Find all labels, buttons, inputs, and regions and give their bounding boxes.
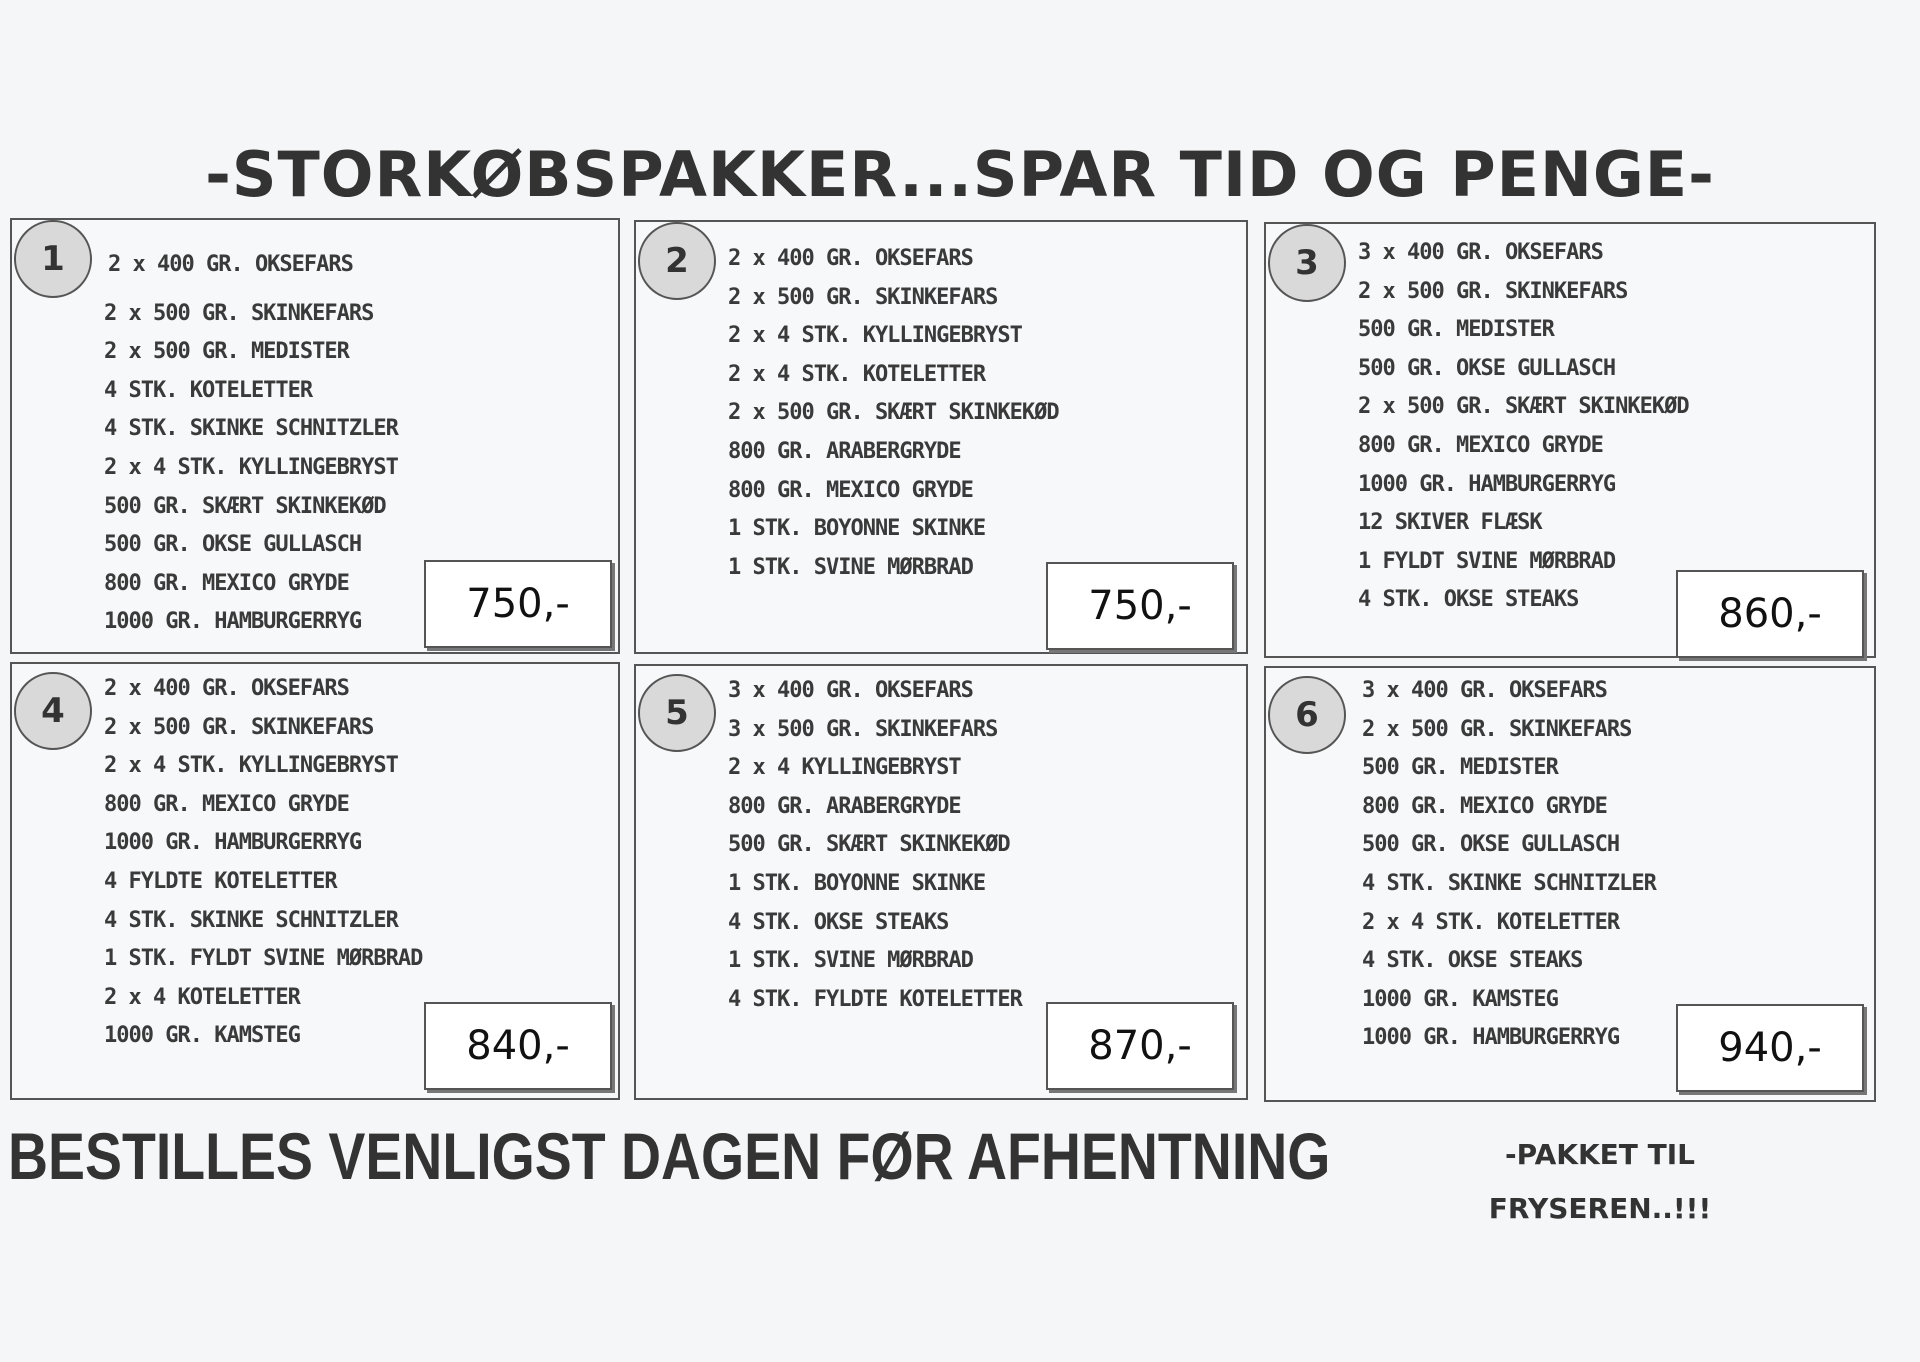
list-item: 3 x 400 GR. OKSEFARS (1362, 678, 1607, 703)
package-number-badge: 3 (1268, 224, 1346, 302)
package-box-1 (10, 218, 620, 654)
list-item: 3 x 400 GR. OKSEFARS (728, 678, 973, 703)
list-item: 1 FYLDT SVINE MØRBRAD (1358, 548, 1616, 574)
list-item: 1 STK. BOYONNE SKINKE (728, 870, 986, 896)
package-number-badge: 6 (1268, 676, 1346, 754)
package-item-list (104, 670, 422, 1056)
list-item: 4 STK. FYLDTE KOTELETTER (728, 986, 1022, 1012)
list-item: 2 x 500 GR. SKINKEFARS (728, 284, 998, 310)
list-item: 800 GR. ARABERGRYDE (728, 793, 961, 819)
list-item: 1000 GR. HAMBURGERRYG (104, 830, 362, 856)
package-number-badge: 2 (638, 222, 716, 300)
list-item: 2 x 4 STK. KOTELETTER (728, 361, 986, 387)
list-item: 4 STK. OKSE STEAKS (1358, 587, 1579, 613)
price-tag: 750,- (424, 560, 612, 648)
list-item: 500 GR. OKSE GULLASCH (1362, 832, 1620, 858)
packed-line-1: -PAKKET TIL (1505, 1138, 1695, 1171)
list-item: 500 GR. OKSE GULLASCH (104, 532, 362, 558)
package-item-list (1362, 672, 1656, 1058)
list-item: 800 GR. MEXICO GRYDE (1358, 432, 1603, 458)
list-item: 500 GR. SKÆRT SKINKEKØD (104, 493, 386, 519)
list-item: 2 x 500 GR. SKÆRT SKINKEKØD (1358, 394, 1689, 420)
list-item: 4 FYLDTE KOTELETTER (104, 868, 337, 894)
list-item: 2 x 4 KYLLINGEBRYST (728, 755, 961, 781)
list-item: 4 STK. OKSE STEAKS (1362, 948, 1583, 974)
package-number-badge: 4 (14, 672, 92, 750)
list-item: 800 GR. MEXICO GRYDE (104, 791, 349, 817)
list-item: 4 STK. SKINKE SCHNITZLER (1362, 870, 1656, 896)
package-item-list (728, 240, 1059, 587)
list-item: 2 x 400 GR. OKSEFARS (728, 246, 973, 271)
price-tag: 940,- (1676, 1004, 1864, 1092)
list-item: 4 STK. SKINKE SCHNITZLER (104, 907, 398, 933)
package-item-list (1358, 234, 1689, 620)
package-item-list (728, 672, 1022, 1019)
list-item: 2 x 500 GR. SKINKEFARS (1362, 716, 1632, 742)
list-item: 2 x 400 GR. OKSEFARS (108, 252, 353, 277)
package-number-badge: 1 (14, 220, 92, 298)
list-item: 1000 GR. KAMSTEG (1362, 986, 1558, 1012)
list-item: 2 x 4 STK. KYLLINGEBRYST (104, 454, 398, 480)
list-item: 1000 GR. KAMSTEG (104, 1023, 300, 1049)
list-item: 800 GR. ARABERGRYDE (728, 438, 961, 464)
list-item: 500 GR. OKSE GULLASCH (1358, 355, 1616, 381)
package-box-5 (634, 664, 1248, 1100)
list-item: 500 GR. MEDISTER (1358, 317, 1554, 343)
list-item: 2 x 500 GR. SKINKEFARS (104, 300, 374, 326)
package-box-3 (1264, 222, 1876, 658)
package-box-4 (10, 662, 620, 1100)
list-item: 2 x 4 STK. KYLLINGEBRYST (104, 753, 398, 779)
package-box-6 (1264, 666, 1876, 1102)
list-item: 12 SKIVER FLÆSK (1358, 510, 1542, 536)
list-item: 800 GR. MEXICO GRYDE (1362, 793, 1607, 819)
list-item: 800 GR. MEXICO GRYDE (104, 570, 349, 596)
list-item: 800 GR. MEXICO GRYDE (728, 477, 973, 503)
list-item: 1 STK. SVINE MØRBRAD (728, 948, 973, 974)
package-box-2 (634, 220, 1248, 654)
price-tag: 840,- (424, 1002, 612, 1090)
list-item: 3 x 400 GR. OKSEFARS (1358, 240, 1603, 265)
list-item: 1000 GR. HAMBURGERRYG (104, 609, 362, 635)
list-item: 4 STK. SKINKE SCHNITZLER (104, 416, 398, 442)
list-item: 2 x 4 KOTELETTER (104, 984, 300, 1010)
price-tag: 870,- (1046, 1002, 1234, 1090)
list-item: 500 GR. MEDISTER (1362, 755, 1558, 781)
packed-line-2: FRYSEREN..!!! (1488, 1192, 1712, 1225)
list-item: 2 x 500 GR. MEDISTER (104, 339, 349, 365)
list-item: 2 x 4 STK. KOTELETTER (1362, 909, 1620, 935)
list-item: 2 x 4 STK. KYLLINGEBRYST (728, 323, 1022, 349)
list-item: 4 STK. OKSE STEAKS (728, 909, 949, 935)
list-item: 3 x 500 GR. SKINKEFARS (728, 716, 998, 742)
packed-for-freezer-note (1440, 1128, 1760, 1236)
package-number-badge: 5 (638, 674, 716, 752)
list-item: 2 x 400 GR. OKSEFARS (104, 676, 349, 701)
list-item: 1 STK. BOYONNE SKINKE (728, 516, 986, 542)
list-item: 4 STK. KOTELETTER (104, 377, 313, 403)
price-tag: 750,- (1046, 562, 1234, 650)
list-item: 2 x 500 GR. SKÆRT SKINKEKØD (728, 400, 1059, 426)
order-notice: BESTILLES VENLIGST DAGEN FØR AFHENTNING (8, 1119, 1331, 1193)
list-item: 2 x 500 GR. SKINKEFARS (1358, 278, 1628, 304)
list-item: 1000 GR. HAMBURGERRYG (1362, 1025, 1620, 1051)
page-title: -STORKØBSPAKKER...SPAR TID OG PENGE- (205, 138, 1715, 211)
list-item: 1 STK. SVINE MØRBRAD (728, 554, 973, 580)
list-item: 500 GR. SKÆRT SKINKEKØD (728, 832, 1010, 858)
list-item: 1 STK. FYLDT SVINE MØRBRAD (104, 946, 423, 972)
package-item-list (104, 246, 398, 642)
price-tag: 860,- (1676, 570, 1864, 658)
list-item: 1000 GR. HAMBURGERRYG (1358, 471, 1616, 497)
list-item: 2 x 500 GR. SKINKEFARS (104, 714, 374, 740)
